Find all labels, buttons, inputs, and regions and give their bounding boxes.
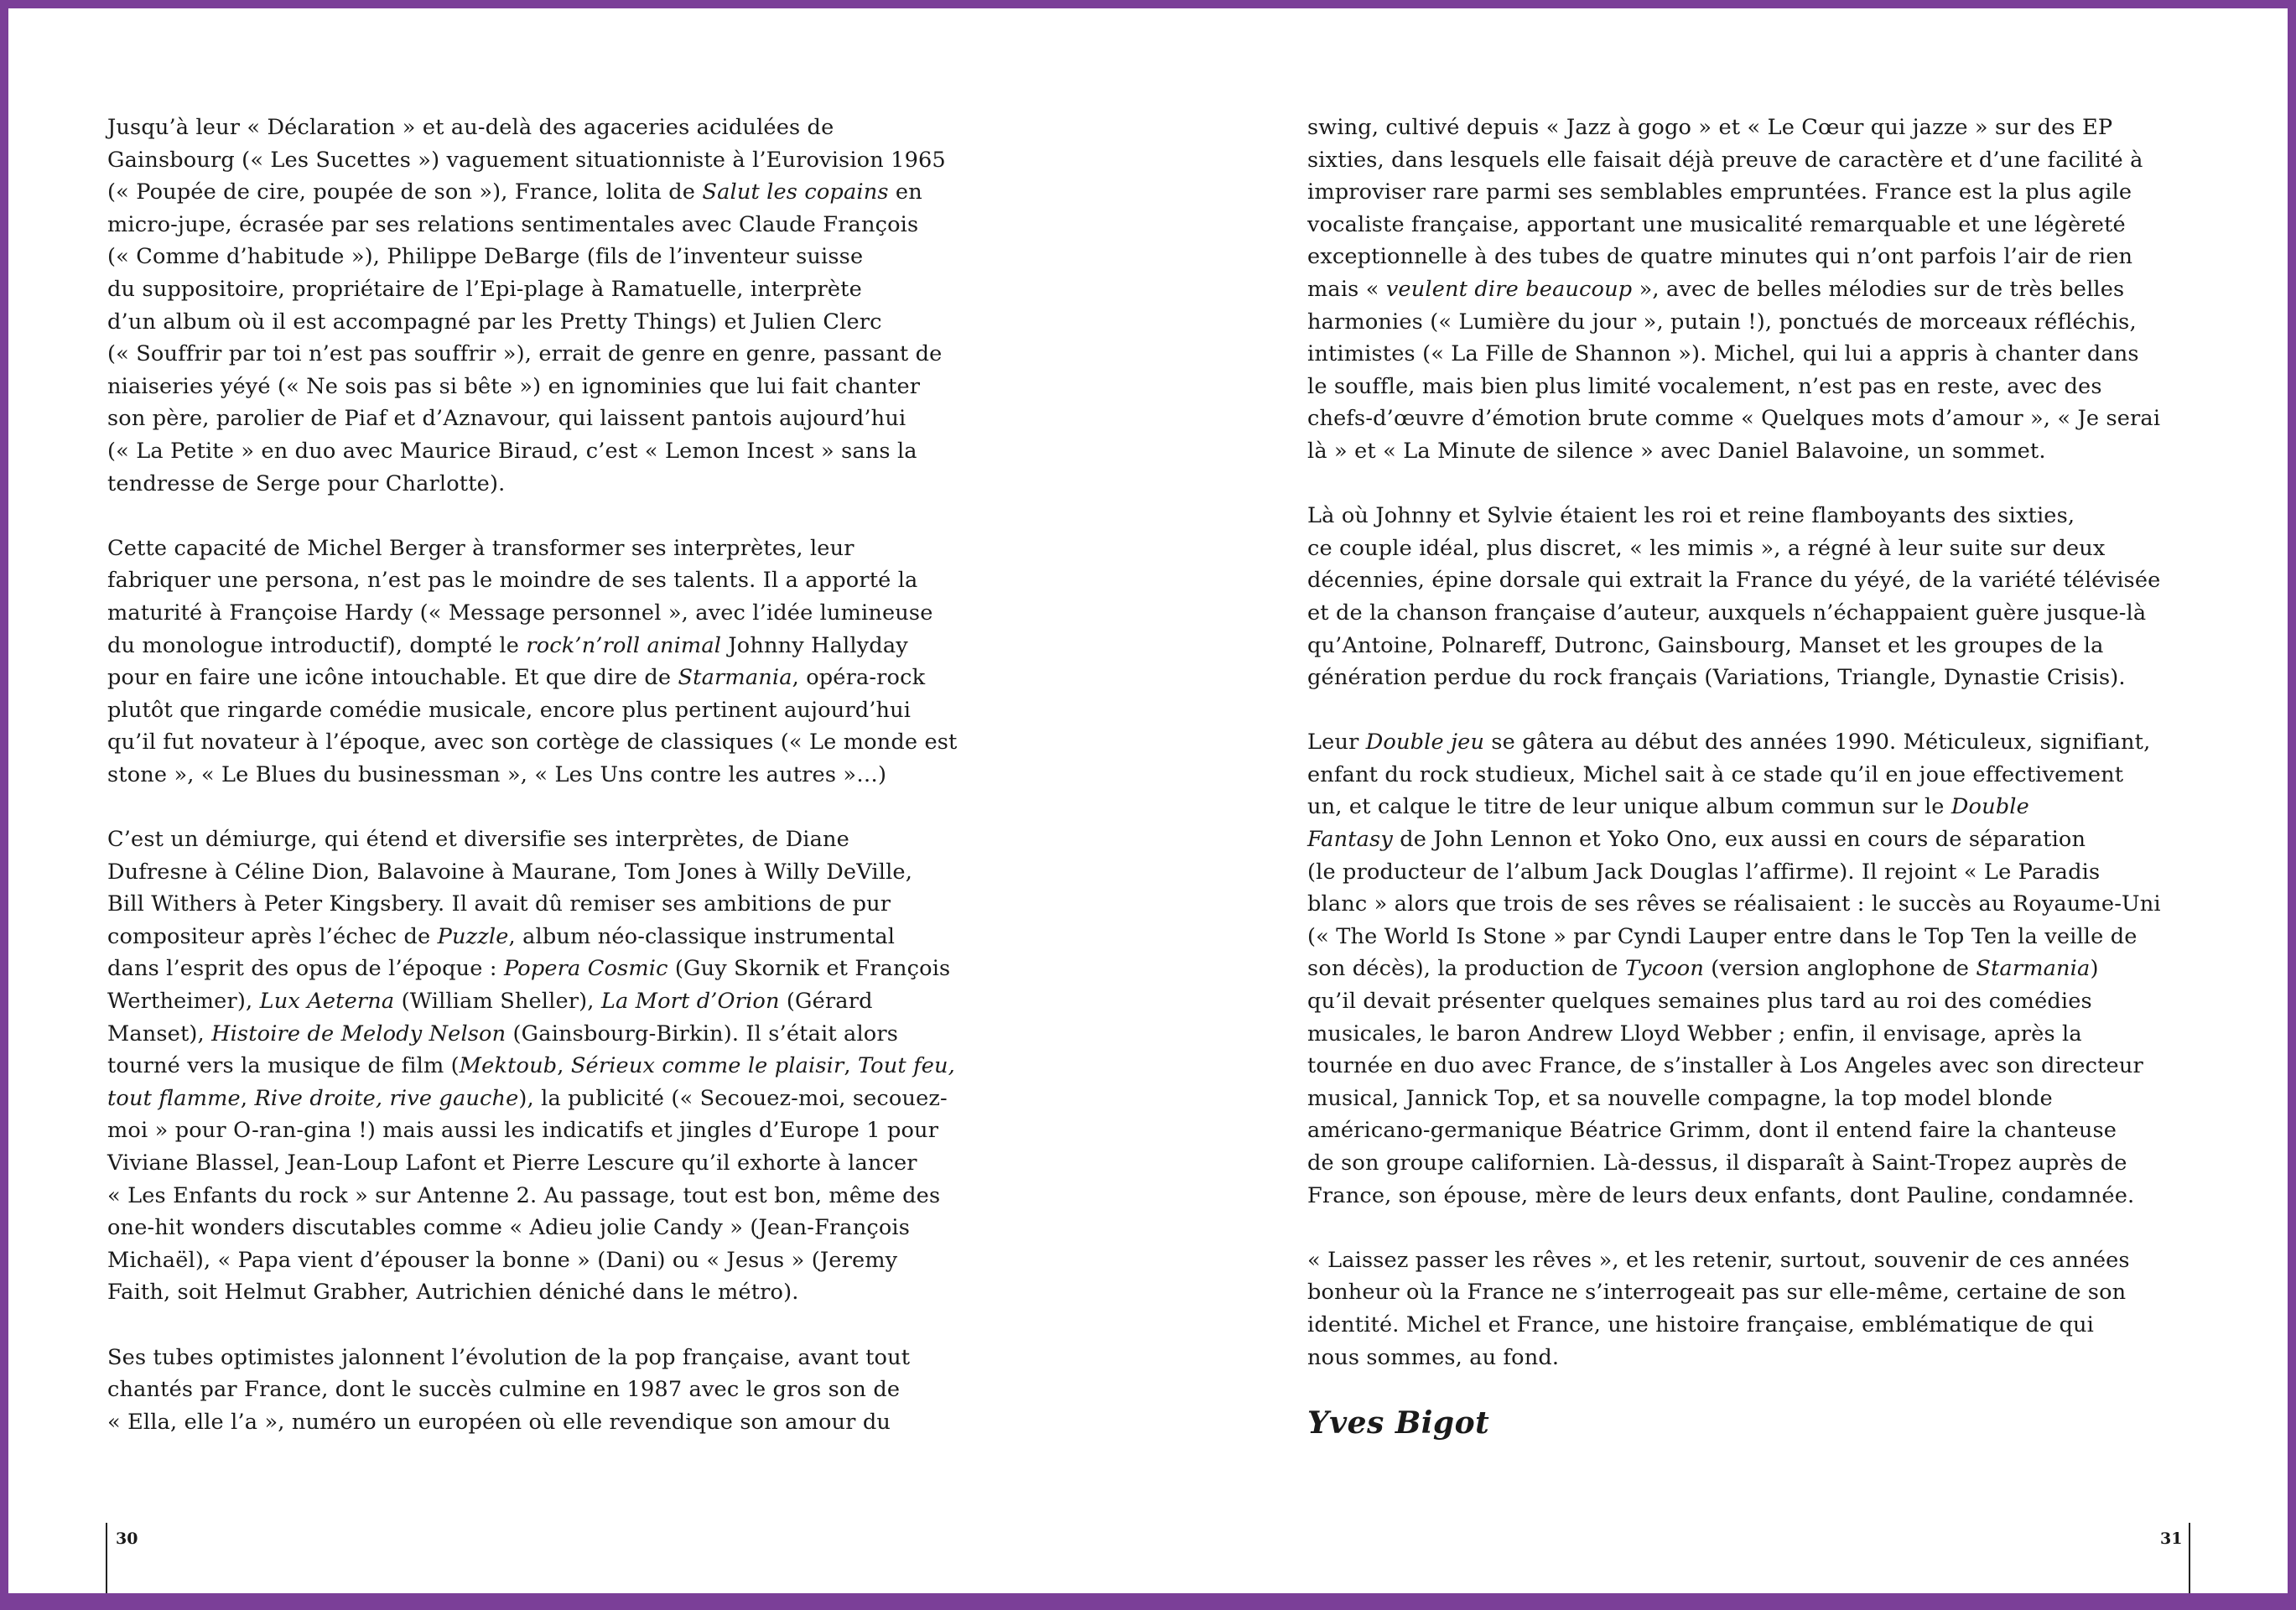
text-run: son décès), la production de	[1307, 956, 1625, 982]
text-run: ,	[240, 1085, 255, 1111]
text-line	[1307, 1180, 2210, 1213]
text-line	[107, 209, 1010, 242]
italic-title: La Mort d’Orion	[600, 989, 780, 1015]
text-run: (« Poupée de cire, poupée de son »), France, lolita de	[107, 179, 703, 205]
italic-title: Lux Aeterna	[259, 989, 395, 1015]
text-line	[1307, 953, 2210, 985]
text-run: du suppositoire, propriétaire de l’Epi-plage à Ramatuelle, interprète	[107, 276, 862, 302]
text-run: (William Sheller),	[394, 989, 601, 1015]
text-line	[107, 1342, 1010, 1374]
text-run: Leur	[1307, 730, 1366, 756]
text-line	[107, 112, 1010, 144]
text-run: niaiseries yéyé (« Ne sois pas si bête ») en ignominies que lui fait chanter	[107, 373, 921, 399]
text-run: pour en faire une icône intouchable. Et que dire de	[107, 665, 678, 691]
text-line	[107, 564, 1010, 597]
paragraph	[107, 112, 1010, 500]
text-run: France, son épouse, mère de leurs deux enfants, dont Pauline, condamnée.	[1307, 1182, 2135, 1208]
text-line	[107, 532, 1010, 565]
text-run: du monologue introductif), dompté le	[107, 632, 527, 658]
text-line	[1307, 1309, 2210, 1342]
text-line	[1307, 1276, 2210, 1309]
text-run: maturité à Françoise Hardy (« Message personnel », avec l’idée lumineuse	[107, 600, 933, 626]
text-line	[107, 435, 1010, 468]
text-run: enfant du rock studieux, Michel sait à ce stade qu’il en joue effectivement	[1307, 761, 2124, 787]
right-folio-rule	[2189, 1523, 2190, 1593]
text-run: et de la chanson française d’auteur, auxquels n’échappaient guère jusque-là	[1307, 600, 2147, 626]
text-line	[107, 694, 1010, 727]
text-line	[1307, 144, 2210, 177]
text-run: Jusqu’à leur « Déclaration » et au-delà des agaceries acidulées de	[107, 115, 834, 140]
text-line	[1307, 1050, 2210, 1083]
italic-title: Starmania	[678, 665, 792, 691]
text-run: Wertheimer),	[107, 989, 260, 1015]
text-run: moi » pour O-ran-gina !) mais aussi les indicatifs et jingles d’Europe 1 pour	[107, 1118, 939, 1144]
text-run: dans l’esprit des opus de l’époque :	[107, 956, 504, 982]
italic-title: Popera Cosmic	[503, 956, 668, 982]
text-line	[107, 1180, 1010, 1213]
text-run: génération perdue du rock français (Variations, Triangle, Dynastie Crisis).	[1307, 665, 2126, 691]
paragraph	[1307, 1244, 2210, 1374]
italic-title: Tycoon	[1624, 956, 1704, 982]
text-run: stone », « Le Blues du businessman », « Les Uns contre les autres »…)	[107, 761, 887, 787]
text-run: « Les Enfants du rock » sur Antenne 2. Au passage, tout est bon, même des	[107, 1182, 941, 1208]
text-run: Cette capacité de Michel Berger à transformer ses interprètes, leur	[107, 535, 855, 561]
text-run: compositeur après l’échec de	[107, 923, 438, 949]
text-line	[1307, 726, 2210, 759]
text-line	[107, 1114, 1010, 1147]
text-line	[1307, 176, 2210, 209]
text-line	[107, 597, 1010, 630]
text-line	[107, 1212, 1010, 1244]
text-line	[1307, 435, 2210, 468]
text-run: Michaël), « Papa vient d’épouser la bonne » (Dani) ou « Jesus » (Jeremy	[107, 1247, 898, 1273]
text-line	[1307, 500, 2210, 532]
text-run: de son groupe californien. Là-dessus, il disparaît à Saint-Tropez auprès de	[1307, 1150, 2127, 1176]
text-line	[1307, 241, 2210, 273]
text-line	[107, 726, 1010, 759]
text-line	[1307, 1147, 2210, 1180]
left-page	[107, 112, 1010, 1471]
text-run: tourné vers la musique de film (	[107, 1053, 460, 1079]
text-run: )	[2090, 956, 2099, 982]
text-line	[107, 1276, 1010, 1309]
text-run: Là où Johnny et Sylvie étaient les roi et reine flamboyants des sixties,	[1307, 503, 2075, 529]
book-spread	[8, 8, 2288, 1593]
italic-title: Tout feu,	[857, 1053, 955, 1079]
text-line	[1307, 1018, 2210, 1051]
text-line	[107, 856, 1010, 889]
text-run: blanc » alors que trois de ses rêves se réalisaient : le succès au Royaume-Uni	[1307, 891, 2161, 917]
text-line	[107, 241, 1010, 273]
italic-title: Sérieux comme le plaisir	[570, 1053, 844, 1079]
text-line	[107, 759, 1010, 792]
text-run: Johnny Hallyday	[721, 632, 908, 658]
text-run: en	[888, 179, 922, 205]
text-run: sixties, dans lesquels elle faisait déjà preuve de caractère et d’une facilité à	[1307, 147, 2143, 173]
text-run: (« The World Is Stone » par Cyndi Lauper entre dans le Top Ten la veille de	[1307, 923, 2138, 949]
paragraph	[1307, 112, 2210, 468]
italic-title: Rive droite, rive gauche	[254, 1085, 519, 1111]
italic-title: tout flamme	[107, 1085, 241, 1111]
text-run: ,	[844, 1053, 858, 1079]
text-line	[1307, 306, 2210, 339]
text-run: ce couple idéal, plus discret, « les mimis », a régné à leur suite sur deux	[1307, 535, 2106, 561]
paragraph	[107, 532, 1010, 792]
italic-title: Double	[1951, 794, 2029, 820]
text-run: fabriquer une persona, n’est pas le moindre de ses talents. Il a apporté la	[107, 568, 918, 594]
text-line	[107, 468, 1010, 501]
text-run: son père, parolier de Piaf et d’Aznavour, qui laissent pantois aujourd’hui	[107, 406, 906, 432]
text-line	[1307, 630, 2210, 662]
text-run: se gâtera au début des années 1990. Méticuleux, signifiant,	[1484, 730, 2151, 756]
italic-title: rock’n’roll animal	[526, 632, 722, 658]
text-run: « Laissez passer les rêves », et les retenir, surtout, souvenir de ces années	[1307, 1247, 2130, 1273]
text-run: harmonies (« Lumière du jour », putain !), ponctués de morceaux réfléchis,	[1307, 309, 2137, 335]
text-line	[107, 144, 1010, 177]
paragraph	[107, 823, 1010, 1309]
text-run: (« La Petite » en duo avec Maurice Biraud, c’est « Lemon Incest » sans la	[107, 438, 917, 464]
text-line	[107, 823, 1010, 856]
italic-title: Puzzle	[437, 923, 509, 949]
paragraph	[107, 1342, 1010, 1439]
text-run: tournée en duo avec France, de s’installer à Los Angeles avec son directeur	[1307, 1053, 2143, 1079]
text-line	[1307, 823, 2210, 856]
text-run: (Gainsbourg-Birkin). Il s’était alors	[506, 1021, 899, 1046]
text-line	[1307, 532, 2210, 565]
text-line	[107, 1244, 1010, 1277]
paragraph	[1307, 726, 2210, 1212]
text-run: là » et « La Minute de silence » avec Daniel Balavoine, un sommet.	[1307, 438, 2046, 464]
text-run: d’un album où il est accompagné par les Pretty Things) et Julien Clerc	[107, 309, 882, 335]
text-run: décennies, épine dorsale qui extrait la France du yéyé, de la variété télévisée	[1307, 568, 2161, 594]
text-run: le souffle, mais bien plus limité vocalement, n’est pas en reste, avec des	[1307, 373, 2102, 399]
text-line	[107, 1374, 1010, 1406]
text-run: Gainsbourg (« Les Sucettes ») vaguement situationniste à l’Eurovision 1965	[107, 147, 946, 173]
text-line	[1307, 209, 2210, 242]
left-folio-rule	[106, 1523, 107, 1593]
text-run: qu’il fut novateur à l’époque, avec son cortège de classiques (« Le monde est	[107, 730, 958, 756]
text-line	[107, 1083, 1010, 1115]
text-line	[107, 1406, 1010, 1439]
text-run: , opéra-rock	[792, 665, 926, 691]
text-run: musicales, le baron Andrew Lloyd Webber ; enfin, il envisage, après la	[1307, 1021, 2082, 1046]
text-line	[1307, 371, 2210, 403]
text-line	[107, 985, 1010, 1018]
text-line	[1307, 921, 2210, 953]
text-run: Ses tubes optimistes jalonnent l’évolution de la pop française, avant tout	[107, 1344, 911, 1370]
text-line	[107, 306, 1010, 339]
text-run: vocaliste française, apportant une musicalité remarquable et une légèreté	[1307, 211, 2126, 237]
text-run: », avec de belles mélodies sur de très belles	[1632, 276, 2125, 302]
text-run: chefs-d’œuvre d’émotion brute comme « Quelques mots d’amour », « Je serai	[1307, 406, 2161, 432]
text-line	[1307, 662, 2210, 694]
text-run: « Ella, elle l’a », numéro un européen où elle revendique son amour du	[107, 1409, 891, 1435]
text-run: micro-jupe, écrasée par ses relations sentimentales avec Claude François	[107, 211, 919, 237]
text-run: nous sommes, au fond.	[1307, 1344, 1560, 1370]
text-line	[107, 402, 1010, 435]
text-run: de John Lennon et Yoko Ono, eux aussi en cours de séparation	[1392, 827, 2086, 853]
text-run: C’est un démiurge, qui étend et diversifie ses interprètes, de Diane	[107, 827, 849, 853]
text-run: chantés par France, dont le succès culmine en 1987 avec le gros son de	[107, 1377, 901, 1403]
text-line	[107, 1050, 1010, 1083]
text-line	[1307, 564, 2210, 597]
italic-title: Double jeu	[1365, 730, 1485, 756]
text-line	[107, 273, 1010, 306]
text-run: un, et calque le titre de leur unique album commun sur le	[1307, 794, 1951, 820]
text-line	[107, 338, 1010, 371]
text-run: (le producteur de l’album Jack Douglas l’affirme). Il rejoint « Le Paradis	[1307, 859, 2101, 885]
text-run: Dufresne à Céline Dion, Balavoine à Maurane, Tom Jones à Willy DeVille,	[107, 859, 913, 885]
text-line	[1307, 888, 2210, 921]
italic-title: Histoire de Melody Nelson	[211, 1021, 506, 1046]
paragraph	[1307, 500, 2210, 694]
italic-title: veulent dire beaucoup	[1385, 276, 1633, 302]
text-run: (Gérard	[779, 989, 873, 1015]
text-run: exceptionnelle à des tubes de quatre minutes qui n’ont parfois l’air de rien	[1307, 244, 2133, 270]
text-run: qu’il devait présenter quelques semaines plus tard au roi des comédies	[1307, 989, 2092, 1015]
text-run: bonheur où la France ne s’interrogeait pas sur elle-même, certaine de son	[1307, 1280, 2127, 1306]
text-run: tendresse de Serge pour Charlotte).	[107, 470, 506, 496]
text-line	[1307, 112, 2210, 144]
text-run: ), la publicité (« Secouez-moi, secouez-	[518, 1085, 948, 1111]
text-run: Manset),	[107, 1021, 212, 1046]
text-run: (version anglophone de	[1703, 956, 1977, 982]
text-run: intimistes (« La Fille de Shannon »). Michel, qui lui a appris à chanter dans	[1307, 341, 2139, 367]
text-line	[1307, 1244, 2210, 1277]
text-run: one-hit wonders discutables comme « Adieu jolie Candy » (Jean-François	[107, 1215, 911, 1241]
text-line	[1307, 273, 2210, 306]
text-run: improviser rare parmi ses semblables empruntées. France est la plus agile	[1307, 179, 2132, 205]
text-line	[1307, 791, 2210, 823]
text-line	[1307, 402, 2210, 435]
text-run: qu’Antoine, Polnareff, Dutronc, Gainsbourg, Manset et les groupes de la	[1307, 632, 2104, 658]
text-line	[107, 953, 1010, 985]
text-line	[107, 888, 1010, 921]
text-line	[107, 1018, 1010, 1051]
right-page	[1307, 112, 2210, 1440]
text-line	[1307, 1342, 2210, 1374]
text-run: (« Souffrir par toi n’est pas souffrir »), errait de genre en genre, passant de	[107, 341, 943, 367]
text-run: identité. Michel et France, une histoire française, emblématique de qui	[1307, 1311, 2094, 1337]
italic-title: Fantasy	[1307, 827, 1393, 853]
text-run: américano-germanique Béatrice Grimm, dont il entend faire la chanteuse	[1307, 1118, 2117, 1144]
text-line	[107, 630, 1010, 662]
text-run: ,	[557, 1053, 571, 1079]
text-run: musical, Jannick Top, et sa nouvelle compagne, la top model blonde	[1307, 1085, 2053, 1111]
text-run: , album néo-classique instrumental	[508, 923, 896, 949]
text-line	[107, 1147, 1010, 1180]
text-line	[1307, 1114, 2210, 1147]
page-number-right: 31	[2160, 1530, 2183, 1548]
text-line	[107, 921, 1010, 953]
italic-title: Starmania	[1976, 956, 2091, 982]
text-line	[1307, 338, 2210, 371]
text-run: Viviane Blassel, Jean-Loup Lafont et Pierre Lescure qu’il exhorte à lancer	[107, 1150, 917, 1176]
text-run: mais «	[1307, 276, 1386, 302]
text-run: (« Comme d’habitude »), Philippe DeBarge (fils de l’inventeur suisse	[107, 244, 864, 270]
text-run: Faith, soit Helmut Grabher, Autrichien déniché dans le métro).	[107, 1280, 799, 1306]
text-line	[1307, 985, 2210, 1018]
text-line	[107, 371, 1010, 403]
text-line	[107, 176, 1010, 209]
text-line	[1307, 1083, 2210, 1115]
text-line	[1307, 759, 2210, 792]
text-line	[1307, 597, 2210, 630]
text-run: plutôt que ringarde comédie musicale, encore plus pertinent aujourd’hui	[107, 697, 912, 723]
italic-title: Mektoub	[459, 1053, 558, 1079]
page-number-left: 30	[116, 1530, 138, 1548]
author-signature: Yves Bigot	[1307, 1405, 1490, 1441]
italic-title: Salut les copains	[702, 179, 889, 205]
text-line	[107, 662, 1010, 694]
text-run: Bill Withers à Peter Kingsbery. Il avait dû remiser ses ambitions de pur	[107, 891, 891, 917]
text-line	[1307, 856, 2210, 889]
text-run: (Guy Skornik et François	[668, 956, 951, 982]
text-run: swing, cultivé depuis « Jazz à gogo » et « Le Cœur qui jazze » sur des EP	[1307, 115, 2113, 140]
